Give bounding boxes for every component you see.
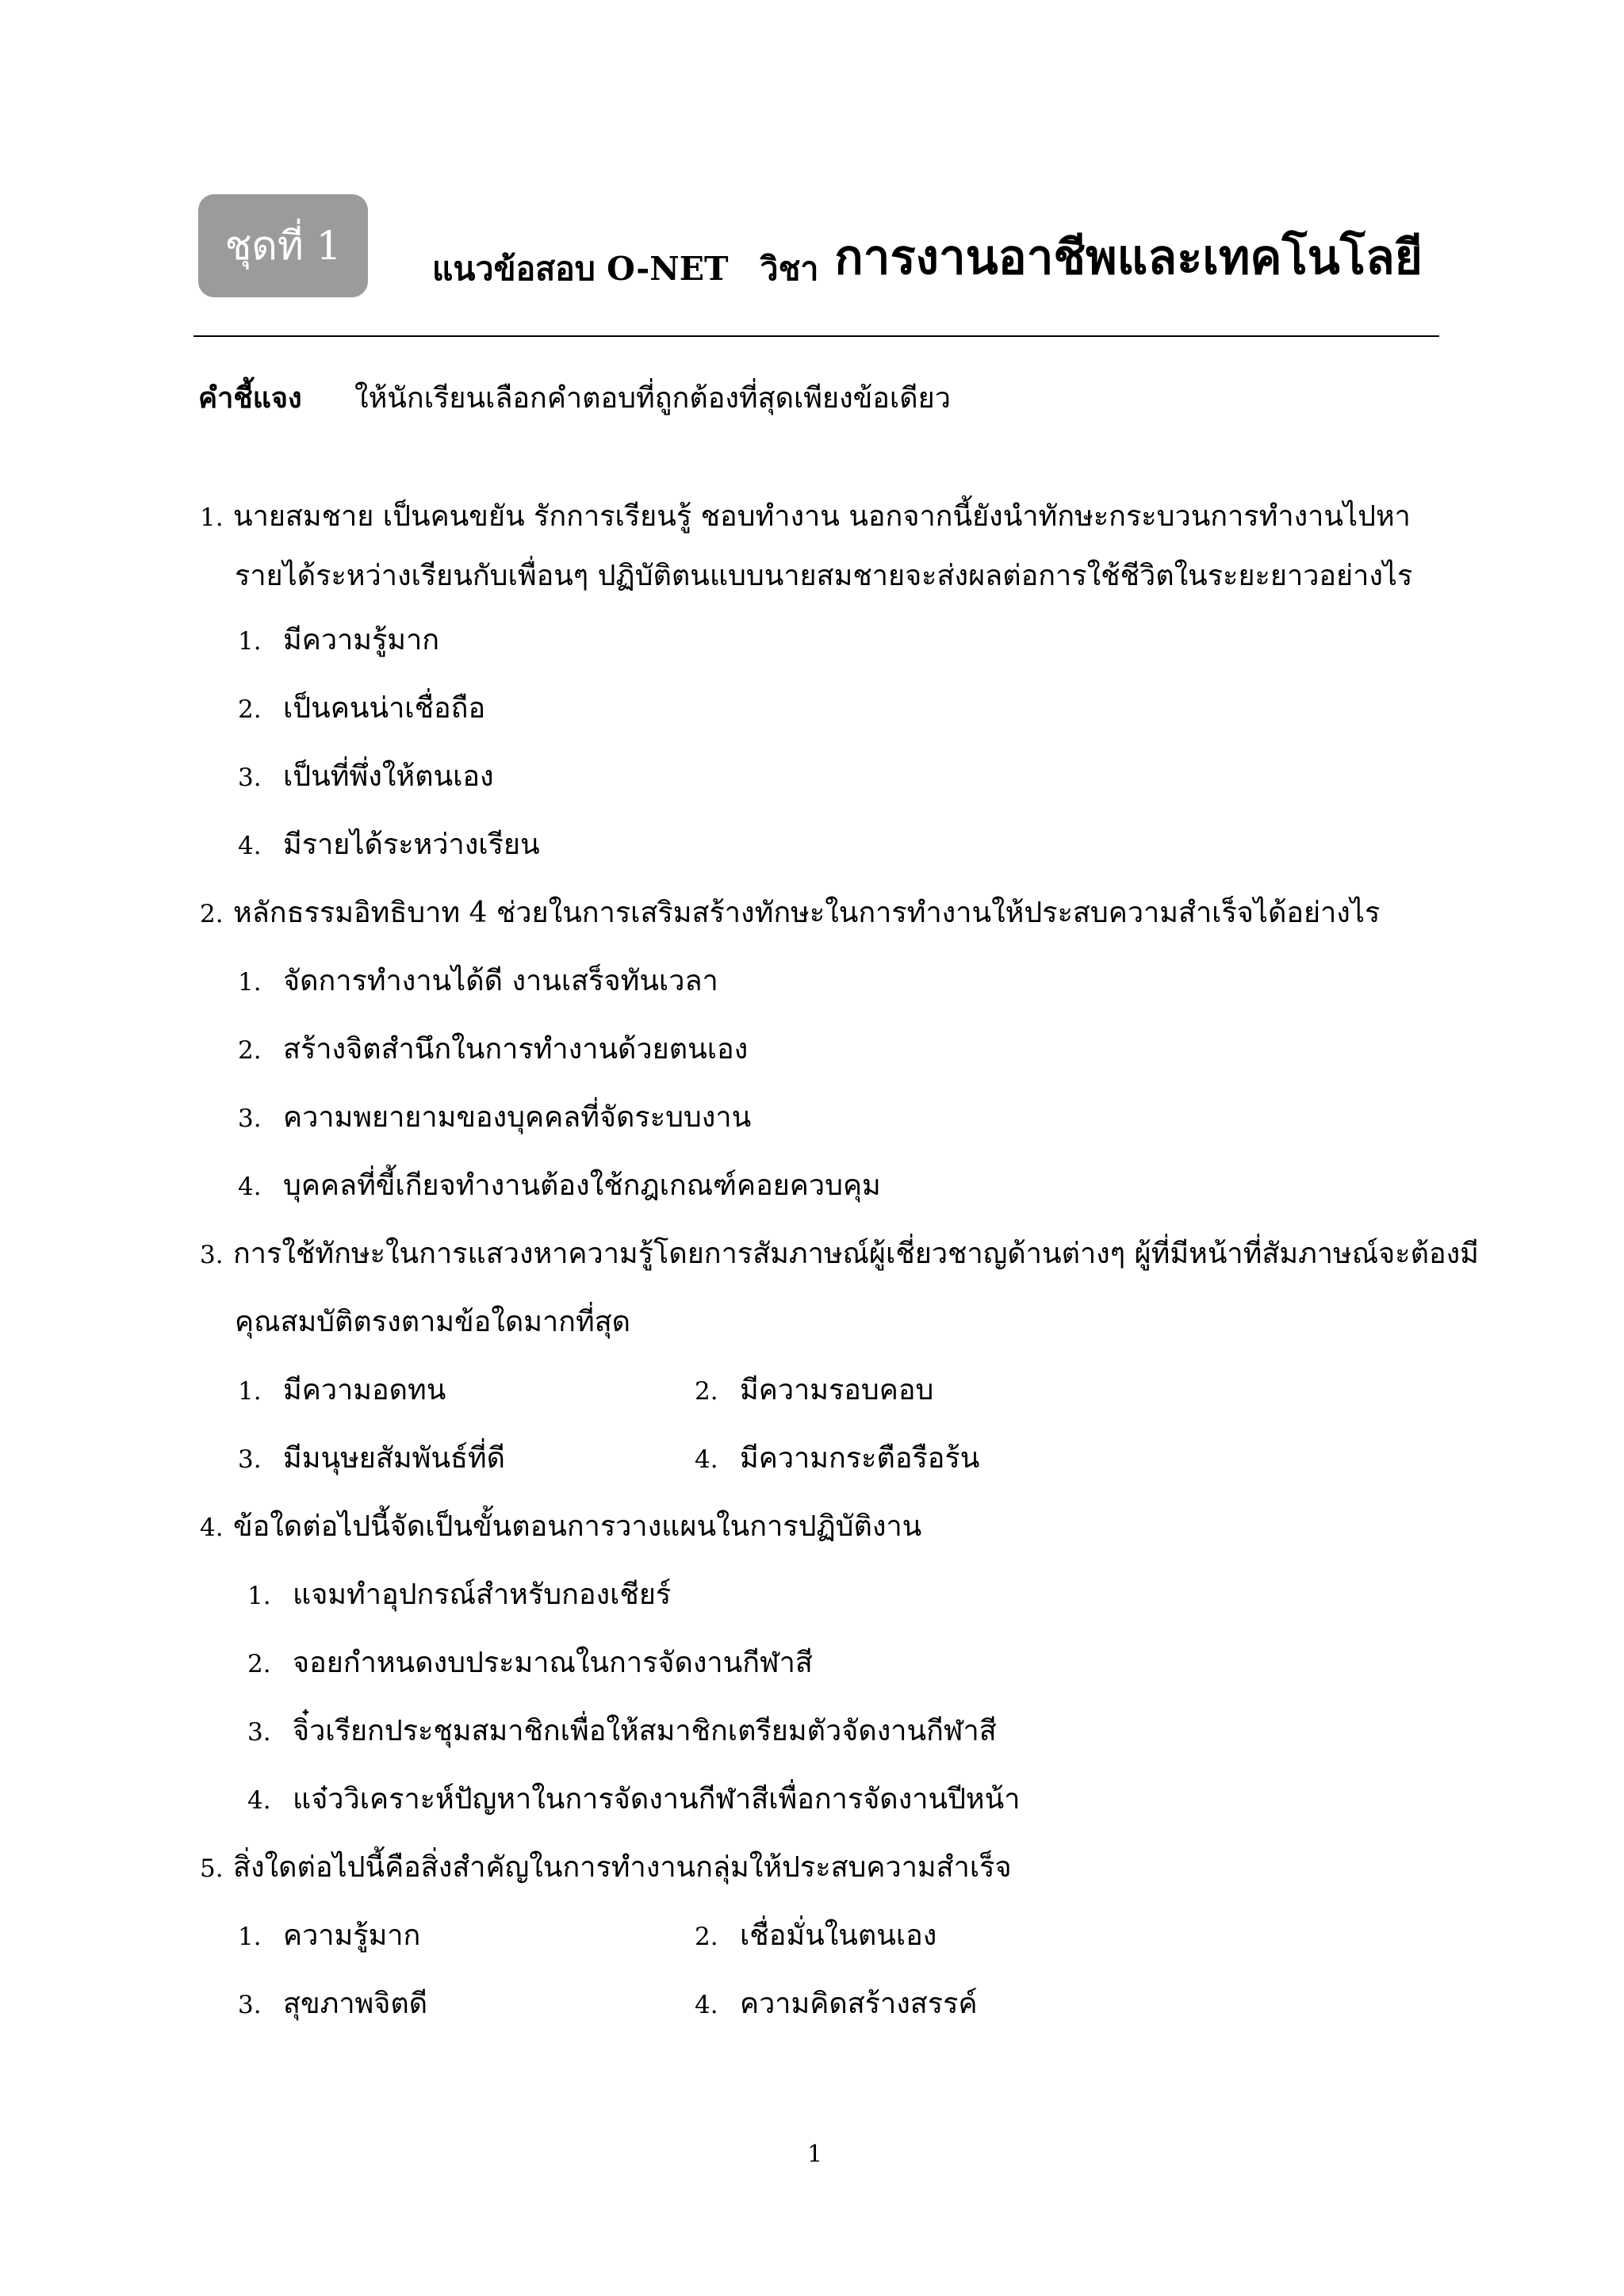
question-4 [200,1503,921,1548]
instructions-label: คำชี้แจง [198,381,302,415]
question-5-option-1[interactable]: 1. ความรู้มาก [238,1919,421,1952]
question-text-line: ข้อใดต่อไปนี้จัดเป็นขั้นตอนการวางแผนในการปฏิบัติงาน [233,1510,922,1543]
question-5-option-3[interactable]: 3. สุขภาพจิตดี [238,1988,428,2020]
question-3-line-2: คุณสมบัติตรงตามข้อใดมากที่สุด [235,1306,631,1338]
instructions-text: ให้นักเรียนเลือกคำตอบที่ถูกต้องที่สุดเพียงข้อเดียว [354,382,951,415]
title-subject: การงานอาชีพและเทคโนโลยี [834,230,1423,285]
question-3 [200,1230,1479,1276]
question-text-line: นายสมชาย เป็นคนขยัน รักการเรียนรู้ ชอบทำงาน นอกจากนี้ยังนำทักษะกระบวนการทำงานไปหา [233,500,1411,533]
question-1-line-2: รายได้ระหว่างเรียนกับเพื่อนๆ ปฏิบัติตนแบบนายสมชายจะส่งผลต่อการใช้ชีวิตในระยะยาวอย่างไร [235,560,1413,592]
question-5-option-2[interactable]: 2. เชื่อมั่นในตนเอง [695,1919,937,1952]
question-4-option-3[interactable]: 3. จิ๋วเรียกประชุมสมาชิกเพื่อให้สมาชิกเตรียมตัวจัดงานกีฬาสี [247,1715,997,1747]
question-number: 5. [200,1854,224,1883]
question-number: 3. [200,1241,224,1269]
question-5-option-4[interactable]: 4. ความคิดสร้างสรรค์ [695,1988,978,2020]
question-5 [200,1844,1012,1889]
question-3-option-3[interactable]: 3. มีมนุษยสัมพันธ์ที่ดี [238,1442,506,1475]
question-3-option-1[interactable]: 1. มีความอดทน [238,1374,446,1406]
set-badge [198,194,368,297]
question-3-option-4[interactable]: 4. มีความกระตือรือร้น [695,1442,980,1475]
question-number: 1. [200,503,224,532]
question-text-line: สิ่งใดต่อไปนี้คือสิ่งสำคัญในการทำงานกลุ่มให้ประสบความสำเร็จ [233,1851,1012,1884]
title-main: แนวข้อสอบ O-NET [432,250,729,288]
question-2-option-4[interactable]: 4. บุคคลที่ขี้เกียจทำงานต้องใช้กฎเกณฑ์คอยควบคุม [238,1169,881,1202]
question-1-option-2[interactable]: 2. เป็นคนน่าเชื่อถือ [238,692,486,725]
question-number: 4. [200,1513,224,1542]
question-4-option-4[interactable]: 4. แจ๋ววิเคราะห์ปัญหาในการจัดงานกีฬาสีเพื่อการจัดงานปีหน้า [247,1783,1021,1816]
question-2-option-2[interactable]: 2. สร้างจิตสำนึกในการทำงานด้วยตนเอง [238,1033,749,1066]
question-text-line: หลักธรรมอิทธิบาท 4 ช่วยในการเสริมสร้างทักษะในการทำงานให้ประสบความสำเร็จได้อย่างไร [233,897,1381,929]
question-1-option-4[interactable]: 4. มีรายได้ระหว่างเรียน [238,828,540,861]
page-number: 1 [807,2141,823,2168]
question-1-option-1[interactable]: 1. มีความรู้มาก [238,624,440,656]
title-subject-label: วิชา [760,250,819,288]
header-divider [193,335,1439,337]
page-title [432,208,1423,295]
question-2-option-3[interactable]: 3. ความพยายามของบุคคลที่จัดระบบงาน [238,1101,752,1134]
question-2 [200,890,1380,935]
question-4-option-2[interactable]: 2. จอยกำหนดงบประมาณในการจัดงานกีฬาสี [247,1647,813,1679]
question-1 [200,493,1411,538]
question-number: 2. [200,900,224,928]
question-3-option-2[interactable]: 2. มีความรอบคอบ [695,1374,934,1406]
set-label: ชุดที่ 1 [224,222,342,269]
question-text-line: การใช้ทักษะในการแสวงหาความรู้โดยการสัมภาษณ์ผู้เชี่ยวชาญด้านต่างๆ ผู้ที่มีหน้าที่สัมภาษณ์จะต้องมี [233,1238,1479,1270]
question-4-option-1[interactable]: 1. แจมทำอุปกรณ์สำหรับกองเชียร์ [247,1578,672,1611]
question-2-option-1[interactable]: 1. จัดการทำงานได้ดี งานเสร็จทันเวลา [238,965,718,997]
question-1-option-3[interactable]: 3. เป็นที่พึ่งให้ตนเอง [238,760,494,793]
